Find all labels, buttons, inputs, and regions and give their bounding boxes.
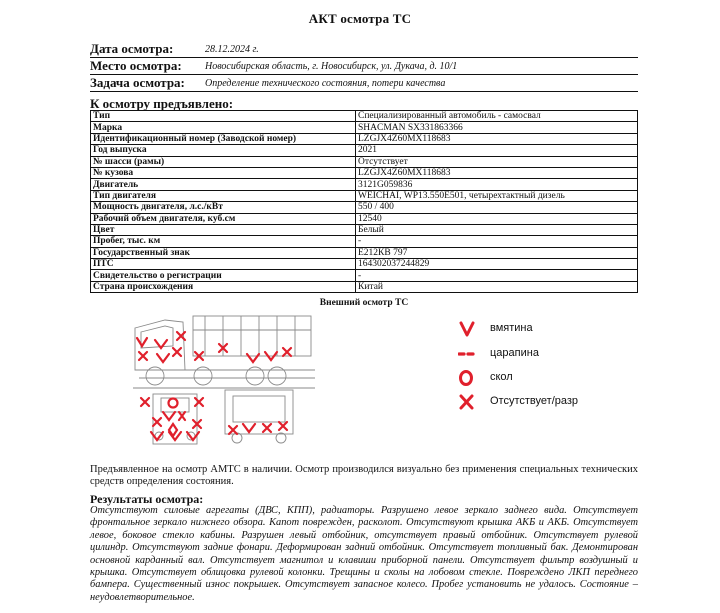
- inspection-place-label: Место осмотра:: [90, 58, 182, 73]
- presented-paragraph: Предъявленное на осмотр АМТС в наличии. Осмотр производился визуально без применения специальных технических средств определения состояния.: [90, 464, 638, 487]
- legend-scratch-label: царапина: [490, 347, 539, 359]
- table-row: [91, 190, 638, 201]
- dent-v-icon: [458, 320, 476, 338]
- spec-value-cell: -: [356, 236, 638, 247]
- exterior-inspection-title: Внешний осмотр ТС: [319, 298, 409, 308]
- table-row: [91, 213, 638, 224]
- spec-value-cell: 3121G059836: [356, 179, 638, 190]
- table-row: [91, 247, 638, 258]
- spec-key-cell: Пробег, тыс. км: [91, 236, 356, 247]
- table-row: [91, 133, 638, 144]
- spec-key-cell: Страна происхождения: [91, 281, 356, 292]
- table-row: [91, 236, 638, 247]
- inspection-date-field: [90, 42, 638, 56]
- legend-chip: [458, 369, 618, 389]
- spec-key-cell: Тип двигателя: [91, 190, 356, 201]
- presented-heading: К осмотру предъявлено:: [90, 96, 234, 111]
- inspection-date-label: Дата осмотра:: [90, 41, 174, 56]
- damage-marks: [137, 332, 291, 440]
- legend-dent-label: вмятина: [490, 322, 533, 334]
- inspection-task-label: Задача осмотра:: [90, 75, 185, 90]
- spec-key-cell: Рабочий объем двигателя, куб.см: [91, 213, 356, 224]
- spec-value-cell: Специализированный автомобиль - самосвал: [356, 111, 638, 122]
- spec-value-cell: Отсутствует: [356, 156, 638, 167]
- spec-key-cell: Мощность двигателя, л.с./кВт: [91, 202, 356, 213]
- document-title: АКТ осмотра ТС: [308, 11, 412, 26]
- vehicle-spec-table: [90, 110, 638, 293]
- spec-key-cell: Двигатель: [91, 179, 356, 190]
- divider: [90, 91, 638, 92]
- results-heading: Результаты осмотра:: [90, 492, 204, 506]
- spec-value-cell: 550 / 400: [356, 202, 638, 213]
- table-row: [91, 145, 638, 156]
- spec-key-cell: № кузова: [91, 167, 356, 178]
- spec-value-cell: 12540: [356, 213, 638, 224]
- legend-missing-label: Отсутствует/разр: [490, 395, 579, 407]
- spec-value-cell: LZGJX4Z60MX118683: [356, 167, 638, 178]
- damage-legend: [458, 320, 618, 420]
- spec-value-cell: 164302037244829: [356, 259, 638, 270]
- inspection-task-value: Определение технического состояния, потери качества: [205, 78, 446, 89]
- inspection-place-field: [90, 59, 638, 73]
- legend-scratch: [458, 345, 618, 365]
- spec-value-cell: SHACMAN SX331863366: [356, 122, 638, 133]
- legend-missing: [458, 393, 618, 413]
- spec-value-cell: 2021: [356, 145, 638, 156]
- table-row: [91, 179, 638, 190]
- table-row: [91, 224, 638, 235]
- spec-value-cell: -: [356, 270, 638, 281]
- spec-key-cell: Цвет: [91, 224, 356, 235]
- inspection-date-value: 28.12.2024 г.: [205, 44, 259, 55]
- table-row: [91, 167, 638, 178]
- table-row: [91, 111, 638, 122]
- chip-circle-icon: [458, 369, 476, 387]
- scratch-dash-icon: [458, 345, 476, 363]
- spec-value-cell: Е212КВ 797: [356, 247, 638, 258]
- spec-key-cell: Свидетельство о регистрации: [91, 270, 356, 281]
- table-row: [91, 156, 638, 167]
- vehicle-damage-diagram: [125, 308, 325, 453]
- table-row: [91, 281, 638, 292]
- spec-key-cell: Государственный знак: [91, 247, 356, 258]
- inspection-task-field: [90, 76, 638, 90]
- spec-key-cell: № шасси (рамы): [91, 156, 356, 167]
- spec-value-cell: Белый: [356, 224, 638, 235]
- missing-x-icon: [458, 393, 476, 411]
- spec-key-cell: Тип: [91, 111, 356, 122]
- spec-value-cell: LZGJX4Z60MX118683: [356, 133, 638, 144]
- table-row: [91, 270, 638, 281]
- table-row: [91, 202, 638, 213]
- spec-key-cell: Идентификационный номер (Заводской номер): [91, 133, 356, 144]
- spec-key-cell: ПТС: [91, 259, 356, 270]
- table-row: [91, 122, 638, 133]
- spec-key-cell: Год выпуска: [91, 145, 356, 156]
- results-paragraph: Отсутствуют силовые агрегаты (ДВС, КПП), радиаторы. Разрушено левое зеркало заднего вида. Отсутствует фронтальное зеркало нижнего обзора. Капот поврежден, расколот. Отсутствуют крышка АКБ и АКБ. Отсутствует левое, боковое стекло кабины. Разрушен левый отбойник, отсутствует правый отбойник. Отсутствует рулевой цилиндр. Отсутствуют задние фонари. Деформирован задний отбойник. Отсутствует топливный бак. Демонтирован основной карданный вал. Отсутствует магнитол и клавиши приборной панели. Отсутствует фильтр воздушный и крышка. Отсутствует облицовка рулевой колонки. Трещины и сколы на лобовом стекле. Повреждено ЛКП переднего бампера. Существенный износ покрышек. Отсутствует запасное колесо. Пробег установить не удалось. Состояние – неудовлетворительное.: [90, 505, 638, 603]
- legend-dent: [458, 320, 618, 340]
- spec-key-cell: Марка: [91, 122, 356, 133]
- spec-value-cell: Китай: [356, 281, 638, 292]
- inspection-place-value: Новосибирская область, г. Новосибирск, ул. Дукача, д. 10/1: [205, 61, 458, 72]
- spec-value-cell: WEICHAI, WP13.550E501, четырехтактный дизель: [356, 190, 638, 201]
- legend-chip-label: скол: [490, 371, 513, 383]
- table-row: [91, 259, 638, 270]
